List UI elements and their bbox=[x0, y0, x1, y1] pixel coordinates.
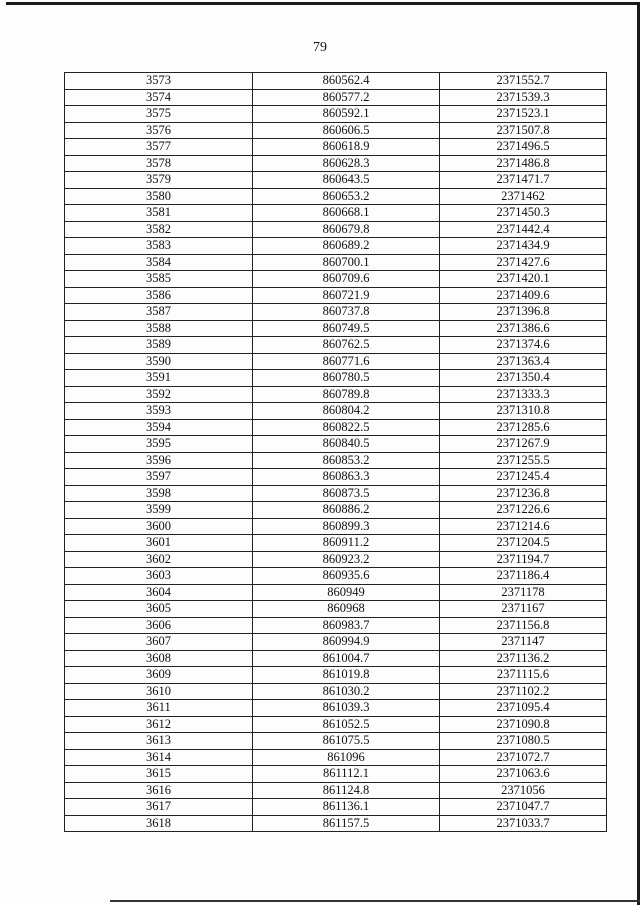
y-coordinate-cell: 2371056 bbox=[440, 782, 607, 799]
y-coordinate-cell: 2371396.8 bbox=[440, 304, 607, 321]
y-coordinate-cell: 2371245.4 bbox=[440, 469, 607, 486]
y-coordinate-cell: 2371386.6 bbox=[440, 320, 607, 337]
point-number-cell: 3586 bbox=[65, 287, 253, 304]
x-coordinate-cell: 860899.3 bbox=[253, 518, 440, 535]
x-coordinate-cell: 860863.3 bbox=[253, 469, 440, 486]
point-number-cell: 3613 bbox=[65, 733, 253, 750]
x-coordinate-cell: 860911.2 bbox=[253, 535, 440, 552]
point-number-cell: 3602 bbox=[65, 551, 253, 568]
x-coordinate-cell: 860804.2 bbox=[253, 403, 440, 420]
y-coordinate-cell: 2371471.7 bbox=[440, 172, 607, 189]
y-coordinate-cell: 2371462 bbox=[440, 188, 607, 205]
y-coordinate-cell: 2371147 bbox=[440, 634, 607, 651]
x-coordinate-cell: 860618.9 bbox=[253, 139, 440, 156]
y-coordinate-cell: 2371156.8 bbox=[440, 617, 607, 634]
x-coordinate-cell: 860606.5 bbox=[253, 122, 440, 139]
point-number-cell: 3582 bbox=[65, 221, 253, 238]
table-row bbox=[65, 304, 607, 321]
y-coordinate-cell: 2371427.6 bbox=[440, 254, 607, 271]
x-coordinate-cell: 861136.1 bbox=[253, 799, 440, 816]
table-row bbox=[65, 188, 607, 205]
point-number-cell: 3615 bbox=[65, 766, 253, 783]
table-row bbox=[65, 337, 607, 354]
x-coordinate-cell: 860628.3 bbox=[253, 155, 440, 172]
point-number-cell: 3593 bbox=[65, 403, 253, 420]
table-row bbox=[65, 221, 607, 238]
table-row bbox=[65, 419, 607, 436]
point-number-cell: 3592 bbox=[65, 386, 253, 403]
x-coordinate-cell: 860577.2 bbox=[253, 89, 440, 106]
table-row bbox=[65, 353, 607, 370]
x-coordinate-cell: 860643.5 bbox=[253, 172, 440, 189]
x-coordinate-cell: 861112.1 bbox=[253, 766, 440, 783]
table-row bbox=[65, 403, 607, 420]
point-number-cell: 3600 bbox=[65, 518, 253, 535]
y-coordinate-cell: 2371285.6 bbox=[440, 419, 607, 436]
point-number-cell: 3585 bbox=[65, 271, 253, 288]
table-row bbox=[65, 73, 607, 90]
table-row bbox=[65, 799, 607, 816]
point-number-cell: 3614 bbox=[65, 749, 253, 766]
coordinates-table-body bbox=[65, 73, 607, 832]
x-coordinate-cell: 861096 bbox=[253, 749, 440, 766]
point-number-cell: 3610 bbox=[65, 683, 253, 700]
point-number-cell: 3618 bbox=[65, 815, 253, 832]
scan-top-edge bbox=[6, 2, 640, 5]
table-row bbox=[65, 551, 607, 568]
point-number-cell: 3577 bbox=[65, 139, 253, 156]
x-coordinate-cell: 860592.1 bbox=[253, 106, 440, 123]
x-coordinate-cell: 860780.5 bbox=[253, 370, 440, 387]
table-row bbox=[65, 584, 607, 601]
x-coordinate-cell: 860853.2 bbox=[253, 452, 440, 469]
table-row bbox=[65, 238, 607, 255]
y-coordinate-cell: 2371507.8 bbox=[440, 122, 607, 139]
table-row bbox=[65, 733, 607, 750]
page-number: 79 bbox=[313, 40, 327, 55]
point-number-cell: 3617 bbox=[65, 799, 253, 816]
table-row bbox=[65, 172, 607, 189]
x-coordinate-cell: 860886.2 bbox=[253, 502, 440, 519]
table-row bbox=[65, 749, 607, 766]
point-number-cell: 3587 bbox=[65, 304, 253, 321]
point-number-cell: 3589 bbox=[65, 337, 253, 354]
point-number-cell: 3601 bbox=[65, 535, 253, 552]
x-coordinate-cell: 861039.3 bbox=[253, 700, 440, 717]
table-row bbox=[65, 502, 607, 519]
y-coordinate-cell: 2371072.7 bbox=[440, 749, 607, 766]
point-number-cell: 3596 bbox=[65, 452, 253, 469]
scan-bottom-edge bbox=[110, 900, 640, 902]
x-coordinate-cell: 860949 bbox=[253, 584, 440, 601]
x-coordinate-cell: 861004.7 bbox=[253, 650, 440, 667]
x-coordinate-cell: 860994.9 bbox=[253, 634, 440, 651]
x-coordinate-cell: 860822.5 bbox=[253, 419, 440, 436]
x-coordinate-cell: 861075.5 bbox=[253, 733, 440, 750]
point-number-cell: 3580 bbox=[65, 188, 253, 205]
point-number-cell: 3597 bbox=[65, 469, 253, 486]
x-coordinate-cell: 860679.8 bbox=[253, 221, 440, 238]
table-row bbox=[65, 271, 607, 288]
table-row bbox=[65, 782, 607, 799]
table-row bbox=[65, 122, 607, 139]
x-coordinate-cell: 861019.8 bbox=[253, 667, 440, 684]
coordinates-table bbox=[64, 72, 607, 832]
table-row bbox=[65, 700, 607, 717]
y-coordinate-cell: 2371552.7 bbox=[440, 73, 607, 90]
point-number-cell: 3576 bbox=[65, 122, 253, 139]
y-coordinate-cell: 2371194.7 bbox=[440, 551, 607, 568]
y-coordinate-cell: 2371310.8 bbox=[440, 403, 607, 420]
table-row bbox=[65, 287, 607, 304]
y-coordinate-cell: 2371115.6 bbox=[440, 667, 607, 684]
table-row bbox=[65, 518, 607, 535]
y-coordinate-cell: 2371102.2 bbox=[440, 683, 607, 700]
table-row bbox=[65, 205, 607, 222]
point-number-cell: 3606 bbox=[65, 617, 253, 634]
table-row bbox=[65, 535, 607, 552]
table-row bbox=[65, 89, 607, 106]
y-coordinate-cell: 2371204.5 bbox=[440, 535, 607, 552]
y-coordinate-cell: 2371255.5 bbox=[440, 452, 607, 469]
y-coordinate-cell: 2371523.1 bbox=[440, 106, 607, 123]
point-number-cell: 3608 bbox=[65, 650, 253, 667]
x-coordinate-cell: 860968 bbox=[253, 601, 440, 618]
point-number-cell: 3594 bbox=[65, 419, 253, 436]
y-coordinate-cell: 2371374.6 bbox=[440, 337, 607, 354]
table-row bbox=[65, 155, 607, 172]
table-row bbox=[65, 634, 607, 651]
point-number-cell: 3579 bbox=[65, 172, 253, 189]
y-coordinate-cell: 2371226.6 bbox=[440, 502, 607, 519]
x-coordinate-cell: 860653.2 bbox=[253, 188, 440, 205]
y-coordinate-cell: 2371350.4 bbox=[440, 370, 607, 387]
y-coordinate-cell: 2371186.4 bbox=[440, 568, 607, 585]
y-coordinate-cell: 2371167 bbox=[440, 601, 607, 618]
point-number-cell: 3573 bbox=[65, 73, 253, 90]
point-number-cell: 3605 bbox=[65, 601, 253, 618]
point-number-cell: 3603 bbox=[65, 568, 253, 585]
point-number-cell: 3575 bbox=[65, 106, 253, 123]
x-coordinate-cell: 860873.5 bbox=[253, 485, 440, 502]
table-row bbox=[65, 452, 607, 469]
table-row bbox=[65, 683, 607, 700]
table-row bbox=[65, 436, 607, 453]
y-coordinate-cell: 2371236.8 bbox=[440, 485, 607, 502]
table-row bbox=[65, 469, 607, 486]
x-coordinate-cell: 861030.2 bbox=[253, 683, 440, 700]
table-row bbox=[65, 106, 607, 123]
table-row bbox=[65, 386, 607, 403]
table-row bbox=[65, 650, 607, 667]
table-row bbox=[65, 254, 607, 271]
y-coordinate-cell: 2371363.4 bbox=[440, 353, 607, 370]
y-coordinate-cell: 2371434.9 bbox=[440, 238, 607, 255]
y-coordinate-cell: 2371063.6 bbox=[440, 766, 607, 783]
point-number-cell: 3612 bbox=[65, 716, 253, 733]
table-row bbox=[65, 601, 607, 618]
y-coordinate-cell: 2371033.7 bbox=[440, 815, 607, 832]
y-coordinate-cell: 2371333.3 bbox=[440, 386, 607, 403]
point-number-cell: 3590 bbox=[65, 353, 253, 370]
x-coordinate-cell: 860789.8 bbox=[253, 386, 440, 403]
table-row bbox=[65, 568, 607, 585]
point-number-cell: 3591 bbox=[65, 370, 253, 387]
x-coordinate-cell: 860700.1 bbox=[253, 254, 440, 271]
x-coordinate-cell: 860562.4 bbox=[253, 73, 440, 90]
x-coordinate-cell: 860935.6 bbox=[253, 568, 440, 585]
y-coordinate-cell: 2371496.5 bbox=[440, 139, 607, 156]
x-coordinate-cell: 860840.5 bbox=[253, 436, 440, 453]
y-coordinate-cell: 2371178 bbox=[440, 584, 607, 601]
y-coordinate-cell: 2371047.7 bbox=[440, 799, 607, 816]
y-coordinate-cell: 2371095.4 bbox=[440, 700, 607, 717]
table-row bbox=[65, 370, 607, 387]
x-coordinate-cell: 860923.2 bbox=[253, 551, 440, 568]
point-number-cell: 3616 bbox=[65, 782, 253, 799]
x-coordinate-cell: 860983.7 bbox=[253, 617, 440, 634]
x-coordinate-cell: 861157.5 bbox=[253, 815, 440, 832]
y-coordinate-cell: 2371214.6 bbox=[440, 518, 607, 535]
point-number-cell: 3598 bbox=[65, 485, 253, 502]
point-number-cell: 3611 bbox=[65, 700, 253, 717]
point-number-cell: 3588 bbox=[65, 320, 253, 337]
y-coordinate-cell: 2371080.5 bbox=[440, 733, 607, 750]
y-coordinate-cell: 2371450.3 bbox=[440, 205, 607, 222]
y-coordinate-cell: 2371090.8 bbox=[440, 716, 607, 733]
y-coordinate-cell: 2371409.6 bbox=[440, 287, 607, 304]
y-coordinate-cell: 2371136.2 bbox=[440, 650, 607, 667]
point-number-cell: 3581 bbox=[65, 205, 253, 222]
y-coordinate-cell: 2371420.1 bbox=[440, 271, 607, 288]
x-coordinate-cell: 860668.1 bbox=[253, 205, 440, 222]
point-number-cell: 3583 bbox=[65, 238, 253, 255]
point-number-cell: 3578 bbox=[65, 155, 253, 172]
x-coordinate-cell: 860771.6 bbox=[253, 353, 440, 370]
x-coordinate-cell: 861124.8 bbox=[253, 782, 440, 799]
point-number-cell: 3574 bbox=[65, 89, 253, 106]
table-row bbox=[65, 815, 607, 832]
x-coordinate-cell: 861052.5 bbox=[253, 716, 440, 733]
table-row bbox=[65, 485, 607, 502]
x-coordinate-cell: 860737.8 bbox=[253, 304, 440, 321]
table-row bbox=[65, 320, 607, 337]
y-coordinate-cell: 2371442.4 bbox=[440, 221, 607, 238]
x-coordinate-cell: 860721.9 bbox=[253, 287, 440, 304]
point-number-cell: 3599 bbox=[65, 502, 253, 519]
x-coordinate-cell: 860762.5 bbox=[253, 337, 440, 354]
table-row bbox=[65, 139, 607, 156]
x-coordinate-cell: 860709.6 bbox=[253, 271, 440, 288]
table-row bbox=[65, 716, 607, 733]
point-number-cell: 3604 bbox=[65, 584, 253, 601]
y-coordinate-cell: 2371539.3 bbox=[440, 89, 607, 106]
point-number-cell: 3584 bbox=[65, 254, 253, 271]
point-number-cell: 3595 bbox=[65, 436, 253, 453]
point-number-cell: 3607 bbox=[65, 634, 253, 651]
y-coordinate-cell: 2371486.8 bbox=[440, 155, 607, 172]
table-row bbox=[65, 667, 607, 684]
table-row bbox=[65, 617, 607, 634]
point-number-cell: 3609 bbox=[65, 667, 253, 684]
table-row bbox=[65, 766, 607, 783]
y-coordinate-cell: 2371267.9 bbox=[440, 436, 607, 453]
x-coordinate-cell: 860749.5 bbox=[253, 320, 440, 337]
x-coordinate-cell: 860689.2 bbox=[253, 238, 440, 255]
